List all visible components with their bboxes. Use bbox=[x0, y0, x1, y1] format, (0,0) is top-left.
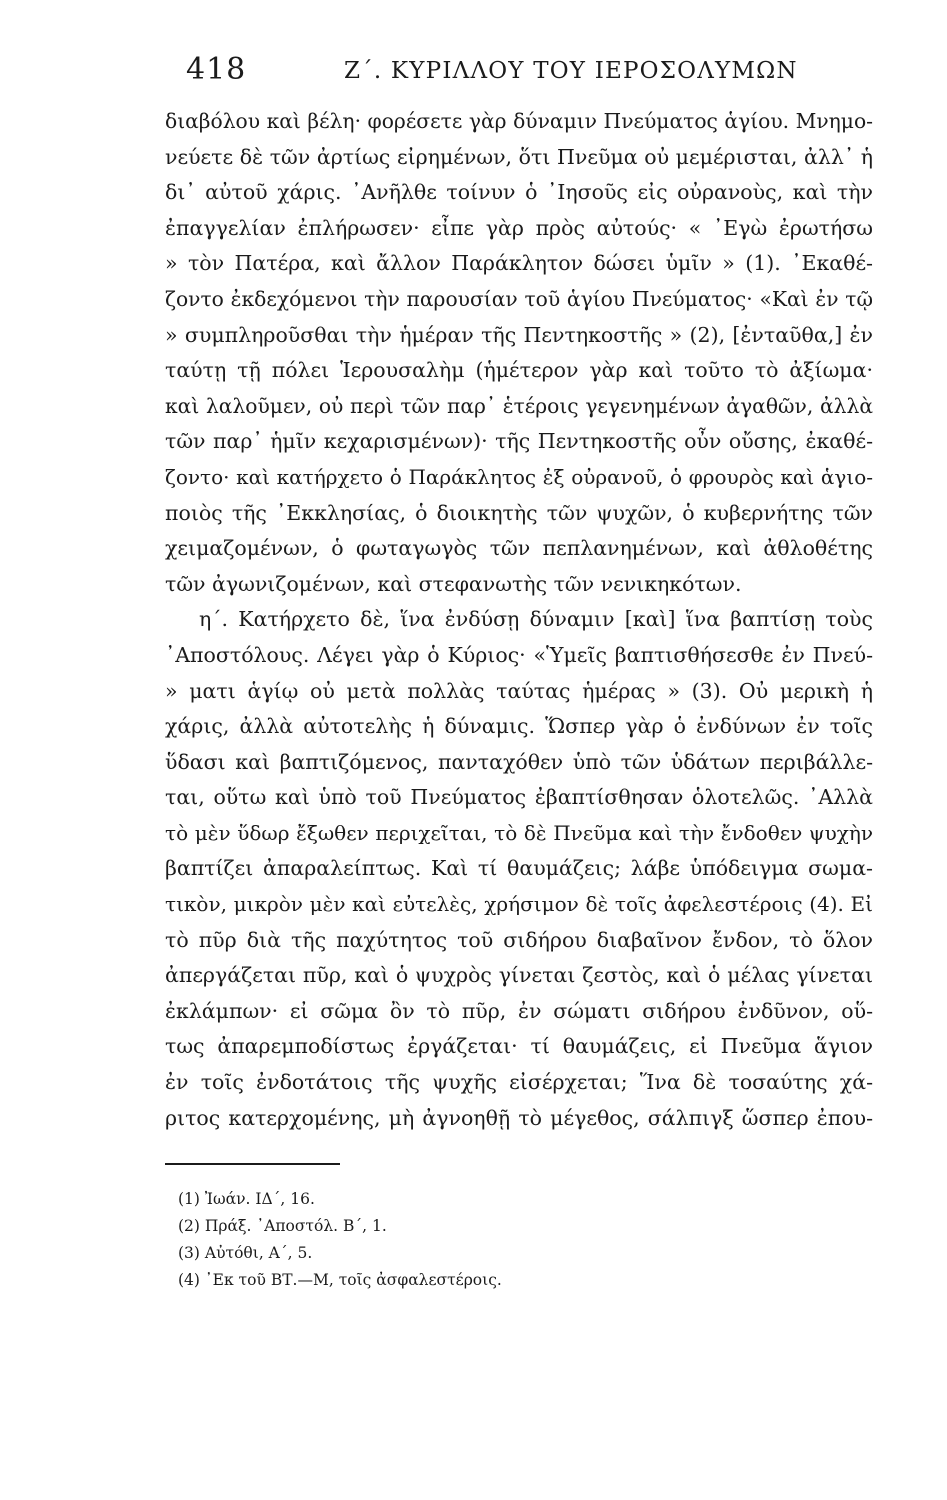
text-line: ζοντο ἐκδεχόμενοι τὴν παρουσίαν τοῦ ἁγίου Πνεύματος· «Καὶ ἐν τῷ bbox=[165, 286, 873, 311]
text-line: ζοντο· καὶ κατήρχετο ὁ Παράκλητος ἐξ οὐρανοῦ, ὁ φρουρὸς καὶ ἁγιο- bbox=[165, 464, 873, 489]
text-line: τῶν παρ᾽ ἡμῖν κεχαρισμένων)· τῆς Πεντηκοστῆς οὖν οὔσης, ἐκαθέ- bbox=[165, 429, 873, 454]
text-line: τὸ μὲν ὕδωρ ἔξωθεν περιχεῖται, τὸ δὲ Πνεῦμα καὶ τὴν ἔνδοθεν ψυχὴν bbox=[165, 820, 873, 845]
text-line: ἐπαγγελίαν ἐπλήρωσεν· εἶπε γὰρ πρὸς αὐτούς· « ᾿Εγὼ ἐρωτήσω bbox=[165, 215, 873, 240]
footnote: (1) Ἰωάν. ΙΔ΄, 16. bbox=[178, 1190, 315, 1208]
footnote: (2) Πράξ. ᾿Αποστόλ. Β΄, 1. bbox=[178, 1217, 387, 1235]
body-text bbox=[165, 104, 873, 1136]
footnote: (3) Αὐτόθι, Α΄, 5. bbox=[178, 1244, 313, 1262]
text-line: διαβόλου καὶ βέλη· φορέσετε γὰρ δύναμιν Πνεύματος ἁγίου. Μνημο- bbox=[165, 109, 873, 133]
section-start-line: η΄. Κατήρχετο δὲ, ἵνα ἐνδύσῃ δύναμιν [καὶ] ἵνα βαπτίσῃ τοὺς bbox=[199, 607, 873, 632]
text-line: ἐκλάμπων· εἰ σῶμα ὂν τὸ πῦρ, ἐν σώματι σιδήρου ἐνδῦνον, οὕ- bbox=[165, 998, 873, 1023]
text-line: βαπτίζει ἀπαραλείπτως. Καὶ τί θαυμάζεις; λάβε ὑπόδειγμα σωμα- bbox=[165, 856, 873, 881]
text-line: χειμαζομένων, ὁ φωταγωγὸς τῶν πεπλανημένων, καὶ ἀθλοθέτης bbox=[165, 536, 873, 561]
text-line: ὕδασι καὶ βαπτιζόμενος, πανταχόθεν ὑπὸ τῶν ὑδάτων περιβάλλε- bbox=[165, 749, 873, 774]
text-line: » τὸν Πατέρα, καὶ ἄλλον Παράκλητον δώσει ὑμῖν » (1). ᾿Εκαθέ- bbox=[165, 251, 873, 276]
footnotes bbox=[178, 1186, 678, 1294]
text-line: τὸ πῦρ διὰ τῆς παχύτητος τοῦ σιδήρου διαβαῖνον ἔνδον, τὸ ὅλον bbox=[165, 927, 873, 952]
paragraph-end-line: τῶν ἀγωνιζομένων, καὶ στεφανωτὴς τῶν νενικηκότων. bbox=[165, 571, 742, 596]
text-line: » ματι ἁγίῳ οὐ μετὰ πολλὰς ταύτας ἡμέρας » (3). Οὐ μερικὴ ἡ bbox=[165, 678, 873, 703]
text-line: χάρις, ἀλλὰ αὐτοτελὴς ἡ δύναμις. Ὥσπερ γὰρ ὁ ἐνδύνων ἐν τοῖς bbox=[165, 714, 873, 739]
footnote-divider bbox=[165, 1163, 340, 1165]
page-number: 418 bbox=[186, 52, 247, 87]
text-line: ᾿Αποστόλους. Λέγει γὰρ ὁ Κύριος· «Ὑμεῖς βαπτισθήσεσθε ἐν Πνεύ- bbox=[165, 642, 873, 667]
text-line: » συμπληροῦσθαι τὴν ἡμέραν τῆς Πεντηκοστῆς » (2), [ἐνταῦθα,] ἐν bbox=[165, 322, 873, 347]
text-line: ριτος κατερχομένης, μὴ ἀγνοηθῇ τὸ μέγεθος, σάλπιγξ ὥσπερ ἐπου- bbox=[165, 1105, 873, 1130]
text-line: ἐν τοῖς ἐνδοτάτοις τῆς ψυχῆς εἰσέρχεται; Ἵνα δὲ τοσαύτης χά- bbox=[165, 1070, 873, 1095]
page-header bbox=[186, 52, 886, 92]
text-line: ταύτῃ τῇ πόλει Ἱερουσαλὴμ (ἡμέτερον γὰρ καὶ τοῦτο τὸ ἀξίωμα· bbox=[165, 358, 873, 383]
running-head: Ζ΄. ΚΥΡΙΛΛΟΥ ΤΟΥ ΙΕΡΟΣΟΛΥΜΩΝ bbox=[344, 58, 798, 84]
text-line: ἀπεργάζεται πῦρ, καὶ ὁ ψυχρὸς γίνεται ζεστὸς, καὶ ὁ μέλας γίνεται bbox=[165, 963, 873, 988]
text-line: ποιὸς τῆς ᾿Εκκλησίας, ὁ διοικητὴς τῶν ψυχῶν, ὁ κυβερνήτης τῶν bbox=[165, 500, 873, 525]
text-line: καὶ λαλοῦμεν, οὐ περὶ τῶν παρ᾽ ἑτέροις γεγενημένων ἀγαθῶν, ἀλλὰ bbox=[165, 393, 873, 418]
footnote: (4) ᾿Εκ τοῦ ΒΤ.—Μ, τοῖς ἀσφαλεστέροις. bbox=[178, 1271, 502, 1289]
text-line: ται, οὕτω καὶ ὑπὸ τοῦ Πνεύματος ἐβαπτίσθησαν ὁλοτελῶς. ᾿Αλλὰ bbox=[165, 785, 873, 810]
text-line: τως ἀπαρεμποδίστως ἐργάζεται· τί θαυμάζεις, εἰ Πνεῦμα ἅγιον bbox=[165, 1034, 873, 1059]
text-line: τικὸν, μικρὸν μὲν καὶ εὐτελὲς, χρήσιμον δὲ τοῖς ἀφελεστέροις (4). Εἰ bbox=[165, 892, 873, 917]
text-line: νεύετε δὲ τῶν ἀρτίως εἰρημένων, ὅτι Πνεῦμα οὐ μεμέρισται, ἀλλ᾽ ἡ bbox=[165, 144, 873, 169]
text-line: δι᾽ αὐτοῦ χάρις. ᾿Ανῆλθε τοίνυν ὁ ᾿Ιησοῦς εἰς οὐρανοὺς, καὶ τὴν bbox=[165, 180, 873, 205]
